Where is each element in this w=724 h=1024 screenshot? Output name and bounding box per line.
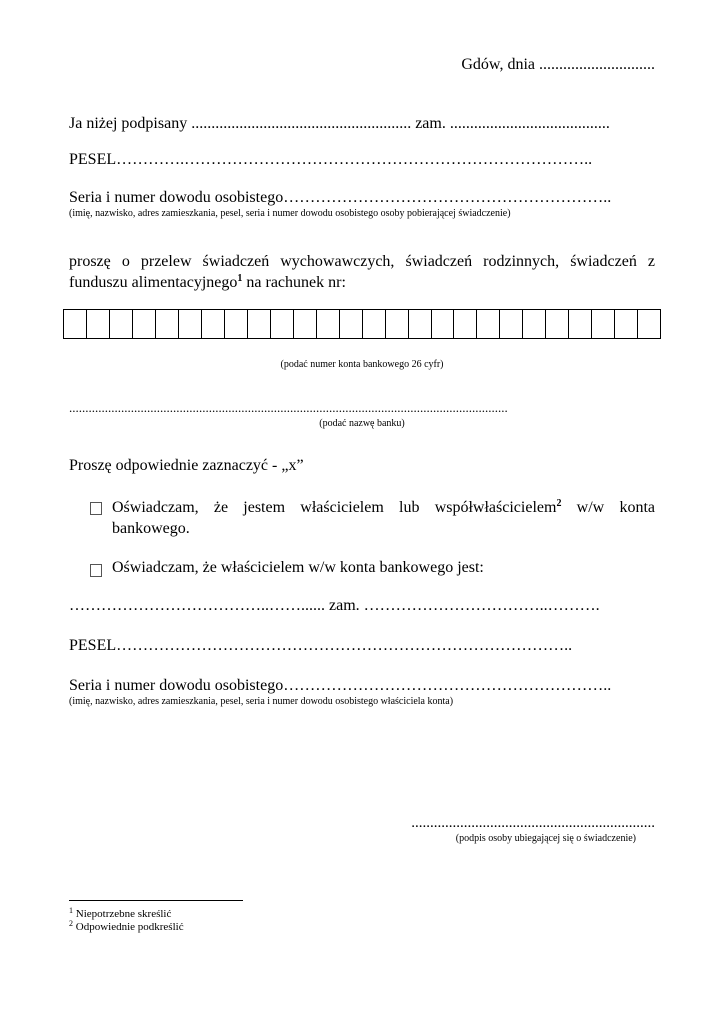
footnote-2-ref: 2	[69, 919, 73, 928]
signature-line[interactable]: .................................................................	[411, 815, 655, 831]
account-note: (podać numer konta bankowego 26 cyfr)	[280, 359, 444, 370]
account-digit-cell[interactable]	[293, 310, 316, 338]
account-digit-cell[interactable]	[522, 310, 545, 338]
account-digit-cell[interactable]	[155, 310, 178, 338]
option-1-text	[112, 497, 655, 539]
account-digit-cell[interactable]	[109, 310, 132, 338]
applicant-note: (imię, nazwisko, adres zamieszkania, pesel, seria i numer dowodu osobistego osoby pobierającej świadczenie)	[69, 208, 511, 219]
checkbox-icon[interactable]	[90, 502, 102, 515]
applicant-pesel-line[interactable]: PESEL………….…………………………………………………………………..	[69, 151, 593, 168]
account-digit-cell[interactable]	[64, 310, 86, 338]
account-digit-cell[interactable]	[385, 310, 408, 338]
account-digit-cell[interactable]	[637, 310, 660, 338]
applicant-name-line[interactable]: Ja niżej podpisany ....................................................... zam. ........................................	[69, 115, 610, 132]
option-2	[90, 559, 484, 577]
option-1	[90, 497, 655, 539]
applicant-id-line[interactable]: Seria i numer dowodu osobistego……………………………………………………..	[69, 189, 612, 206]
account-digit-cell[interactable]	[362, 310, 385, 338]
account-digit-cell[interactable]	[270, 310, 293, 338]
account-digit-cell[interactable]	[247, 310, 270, 338]
footnote-ref-1: 1	[237, 273, 243, 284]
account-digit-cell[interactable]	[591, 310, 614, 338]
account-digit-cell[interactable]	[408, 310, 431, 338]
option-1-label-after: w/w konta bankowego.	[112, 499, 655, 537]
account-digit-cell[interactable]	[201, 310, 224, 338]
bank-note: (podać nazwę banku)	[319, 418, 405, 429]
footnote-2-text: Odpowiednie podkreślić	[73, 921, 184, 933]
owner-id-line[interactable]: Seria i numer dowodu osobistego……………………………………………………..	[69, 677, 612, 694]
account-digit-cell[interactable]	[476, 310, 499, 338]
account-number-grid	[63, 309, 661, 339]
account-digit-cell[interactable]	[339, 310, 362, 338]
request-paragraph	[69, 251, 655, 293]
footnote-ref-2: 2	[556, 498, 562, 509]
signature-note: (podpis osoby ubiegającej się o świadczenie)	[455, 833, 636, 844]
footnote-2	[69, 921, 184, 933]
account-digit-cell[interactable]	[132, 310, 155, 338]
account-digit-cell[interactable]	[224, 310, 247, 338]
date-line[interactable]: Gdów, dnia .............................	[461, 56, 655, 73]
footnote-1-ref: 1	[69, 906, 73, 915]
owner-name-line[interactable]: ………………………………..……...... zam. ……………………………..……….	[69, 597, 600, 614]
request-text: proszę o przelew świadczeń wychowawczych, świadczeń rodzinnych, świadczeń z funduszu alimentacyjnego	[69, 253, 655, 291]
option-1-label: Oświadczam, że jestem właścicielem lub współwłaścicielem	[112, 499, 557, 516]
options-instruction: Proszę odpowiednie zaznaczyć - „x”	[69, 457, 304, 474]
account-digit-cell[interactable]	[545, 310, 568, 338]
account-digit-cell[interactable]	[614, 310, 637, 338]
owner-note: (imię, nazwisko, adres zamieszkania, pesel, seria i numer dowodu osobistego właściciela konta)	[69, 696, 454, 707]
account-digit-cell[interactable]	[499, 310, 522, 338]
footnote-1-text: Niepotrzebne skreślić	[73, 908, 172, 920]
request-text-after: na rachunek nr:	[242, 274, 346, 291]
footnote-divider	[69, 900, 243, 901]
owner-pesel-line[interactable]: PESEL…………………………………………………………………………..	[69, 637, 573, 654]
footnote-1	[69, 908, 171, 920]
option-2-label: Oświadczam, że właścicielem w/w konta bankowego jest:	[112, 559, 484, 576]
account-digit-cell[interactable]	[178, 310, 201, 338]
bank-name-line[interactable]: .......................................................................................................................................	[69, 400, 508, 415]
account-digit-cell[interactable]	[86, 310, 109, 338]
account-digit-cell[interactable]	[316, 310, 339, 338]
account-digit-cell[interactable]	[431, 310, 454, 338]
account-digit-cell[interactable]	[568, 310, 591, 338]
checkbox-icon[interactable]	[90, 564, 102, 577]
account-digit-cell[interactable]	[453, 310, 476, 338]
